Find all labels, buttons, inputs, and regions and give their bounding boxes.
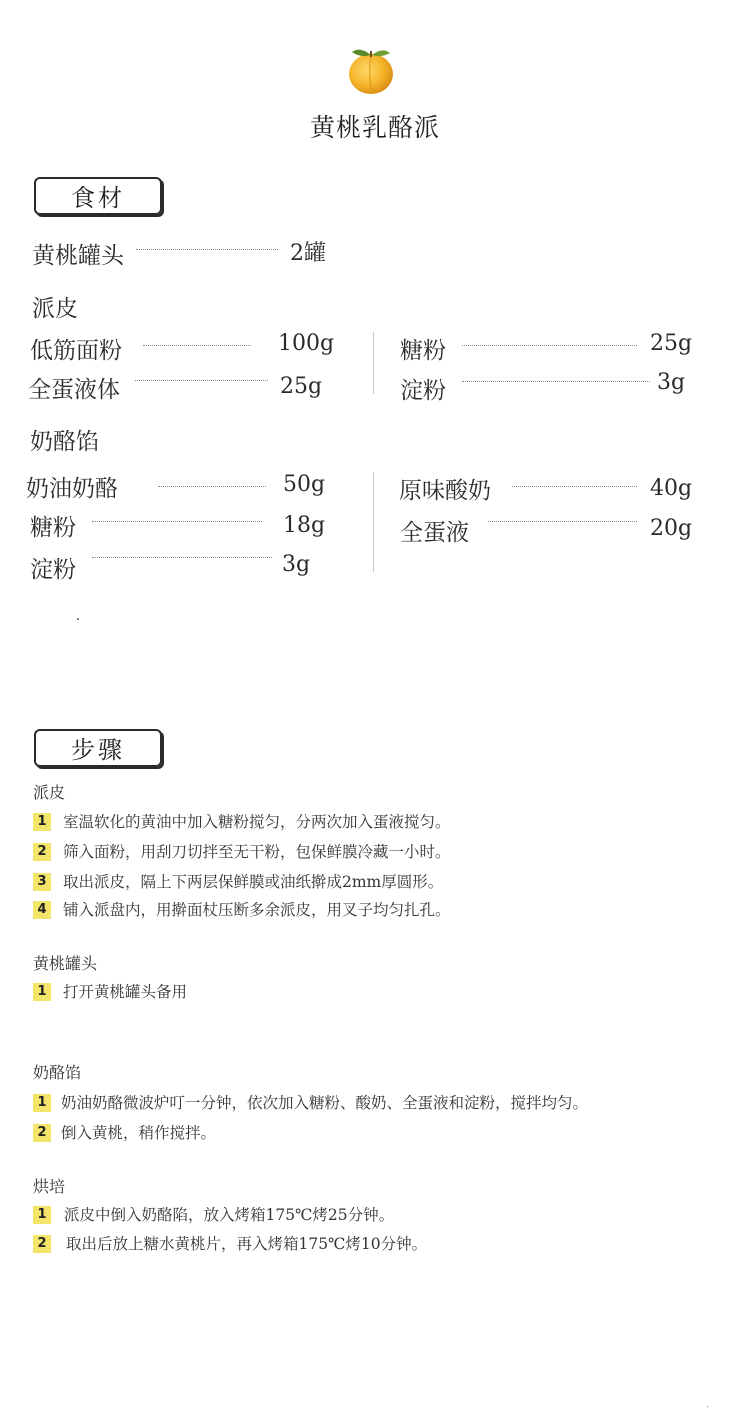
step-number-badge: 1 bbox=[33, 813, 51, 831]
crust-label: 派皮 bbox=[32, 296, 78, 322]
ingredient-amount: 3g bbox=[282, 552, 311, 577]
step-text: 奶油奶酪微波炉叮一分钟，依次加入糖粉、酸奶、全蛋液和淀粉，搅拌均匀。 bbox=[61, 1094, 589, 1112]
step-number-badge: 2 bbox=[33, 1235, 51, 1253]
ingredient-name: 糖粉 bbox=[30, 515, 76, 541]
ingredient-amount: 25g bbox=[650, 331, 693, 356]
step-text: 铺入派盘内，用擀面杖压断多余派皮，用叉子均匀扎孔。 bbox=[63, 901, 451, 919]
column-divider bbox=[373, 332, 374, 394]
dotted-leader bbox=[158, 486, 266, 487]
step-text: 室温软化的黄油中加入糖粉搅匀，分两次加入蛋液搅匀。 bbox=[63, 813, 451, 831]
steps-crust-label: 派皮 bbox=[33, 783, 66, 802]
ingredient-amount: 50g bbox=[283, 472, 326, 497]
ingredient-amount: 100g bbox=[278, 331, 335, 356]
column-divider bbox=[373, 472, 374, 572]
dotted-leader bbox=[92, 521, 262, 522]
step-number-badge: 1 bbox=[33, 983, 51, 1001]
ingredient-amount: 3g bbox=[657, 370, 686, 395]
step-text: 取出派皮，隔上下两层保鲜膜或油纸擀成2mm厚圆形。 bbox=[63, 873, 444, 891]
step-number-badge: 1 bbox=[33, 1206, 51, 1224]
ingredient-name: 淀粉 bbox=[30, 557, 76, 583]
step-number-badge: 2 bbox=[33, 1124, 51, 1142]
dotted-leader bbox=[136, 249, 278, 250]
ingredients-section-header: 食材 bbox=[34, 177, 162, 215]
step-number-badge: 4 bbox=[33, 901, 51, 919]
steps-section-header: 步骤 bbox=[34, 729, 162, 767]
ingredient-name: 全蛋液 bbox=[400, 520, 469, 546]
step-number-badge: 1 bbox=[33, 1094, 51, 1112]
step-number-badge: 3 bbox=[33, 873, 51, 891]
dotted-leader bbox=[462, 381, 650, 382]
step-text: 派皮中倒入奶酪陷，放入烤箱175℃烤25分钟。 bbox=[64, 1206, 395, 1224]
stray-dot bbox=[707, 1406, 708, 1407]
step-text: 取出后放上糖水黄桃片，再入烤箱175℃烤10分钟。 bbox=[66, 1235, 428, 1253]
ingredient-name: 原味酸奶 bbox=[399, 478, 491, 504]
ingredient-amount: 25g bbox=[280, 374, 323, 399]
dotted-leader bbox=[135, 380, 268, 381]
ingredient-name: 淀粉 bbox=[400, 378, 446, 404]
step-text: 打开黄桃罐头备用 bbox=[63, 983, 188, 1001]
filling-label: 奶酪馅 bbox=[30, 429, 99, 455]
ingredient-amount: 20g bbox=[650, 516, 693, 541]
page-title: 黄桃乳酪派 bbox=[309, 113, 440, 142]
dotted-leader bbox=[512, 486, 637, 487]
ingredient-canned-name: 黄桃罐头 bbox=[32, 243, 124, 269]
steps-bake-label: 烘培 bbox=[33, 1177, 66, 1196]
dotted-leader bbox=[488, 521, 637, 522]
step-text: 筛入面粉，用刮刀切拌至无干粉，包保鲜膜冷藏一小时。 bbox=[63, 843, 451, 861]
step-number-badge: 2 bbox=[33, 843, 51, 861]
ingredient-amount: 18g bbox=[283, 513, 326, 538]
ingredient-name: 糖粉 bbox=[400, 338, 446, 364]
dotted-leader bbox=[462, 345, 637, 346]
dotted-leader bbox=[92, 557, 272, 558]
ingredient-name: 低筋面粉 bbox=[30, 338, 122, 364]
steps-canned-label: 黄桃罐头 bbox=[33, 954, 98, 973]
stray-dot bbox=[77, 618, 79, 620]
dotted-leader bbox=[143, 345, 251, 346]
ingredient-amount: 40g bbox=[650, 476, 693, 501]
ingredient-name: 全蛋液体 bbox=[28, 377, 120, 403]
step-text: 倒入黄桃，稍作搅拌。 bbox=[61, 1124, 217, 1142]
peach-icon bbox=[344, 44, 398, 96]
ingredient-canned-amount: 2罐 bbox=[290, 241, 326, 266]
steps-filling-label: 奶酪馅 bbox=[33, 1063, 82, 1082]
ingredient-name: 奶油奶酪 bbox=[26, 476, 118, 502]
